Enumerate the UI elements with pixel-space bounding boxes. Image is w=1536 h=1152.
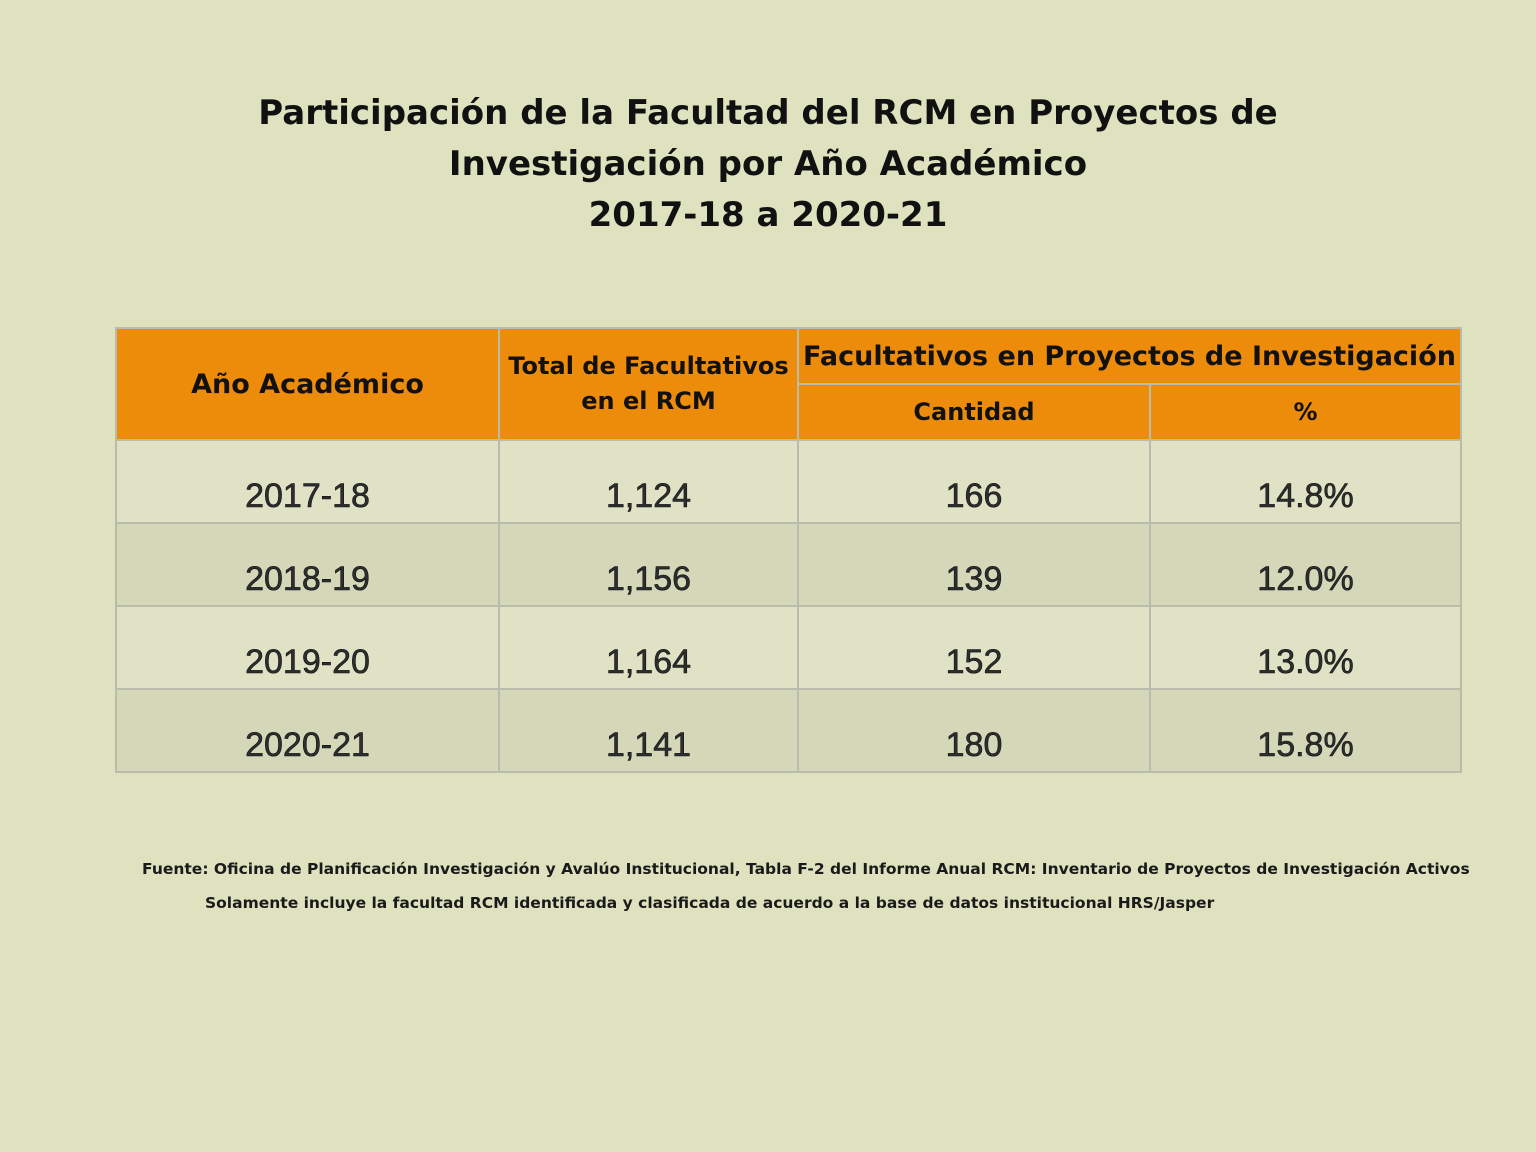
cell-percent: 13.0% <box>1150 606 1461 689</box>
page-title <box>0 88 1536 241</box>
cell-count: 166 <box>798 440 1150 523</box>
cell-year: 2017-18 <box>116 440 499 523</box>
cell-total: 1,156 <box>499 523 798 606</box>
cell-count: 180 <box>798 689 1150 772</box>
cell-percent: 14.8% <box>1150 440 1461 523</box>
cell-total: 1,141 <box>499 689 798 772</box>
header-count: Cantidad <box>798 384 1150 440</box>
header-research-group: Facultativos en Proyectos de Investigación <box>798 328 1461 384</box>
cell-year: 2018-19 <box>116 523 499 606</box>
header-percent: % <box>1150 384 1461 440</box>
table-row <box>116 606 1461 689</box>
scope-note: Solamente incluye la facultad RCM identificada y clasificada de acuerdo a la base de datos institucional HRS/Jasper <box>205 894 1215 912</box>
title-line-2: Investigación por Año Académico <box>448 144 1088 184</box>
cell-count: 152 <box>798 606 1150 689</box>
table-row <box>116 689 1461 772</box>
cell-total: 1,124 <box>499 440 798 523</box>
title-line-1: Participación de la Facultad del RCM en Proyectos de <box>258 93 1278 133</box>
source-note: Fuente: Oficina de Planificación Investigación y Avalúo Institucional, Tabla F-2 del Informe Anual RCM: Inventario de Proyectos de Investigación Activos <box>142 860 1470 878</box>
cell-count: 139 <box>798 523 1150 606</box>
cell-percent: 12.0% <box>1150 523 1461 606</box>
header-year: Año Académico <box>116 328 499 440</box>
table-row <box>116 440 1461 523</box>
header-total-faculty <box>499 328 798 440</box>
header-total-line-1: Total de Facultativos <box>508 352 789 380</box>
header-total-line-2: en el RCM <box>581 387 716 415</box>
cell-year: 2019-20 <box>116 606 499 689</box>
cell-percent: 15.8% <box>1150 689 1461 772</box>
cell-total: 1,164 <box>499 606 798 689</box>
title-line-3: 2017-18 a 2020-21 <box>588 195 948 235</box>
table-row <box>116 523 1461 606</box>
faculty-research-table <box>115 327 1462 773</box>
cell-year: 2020-21 <box>116 689 499 772</box>
